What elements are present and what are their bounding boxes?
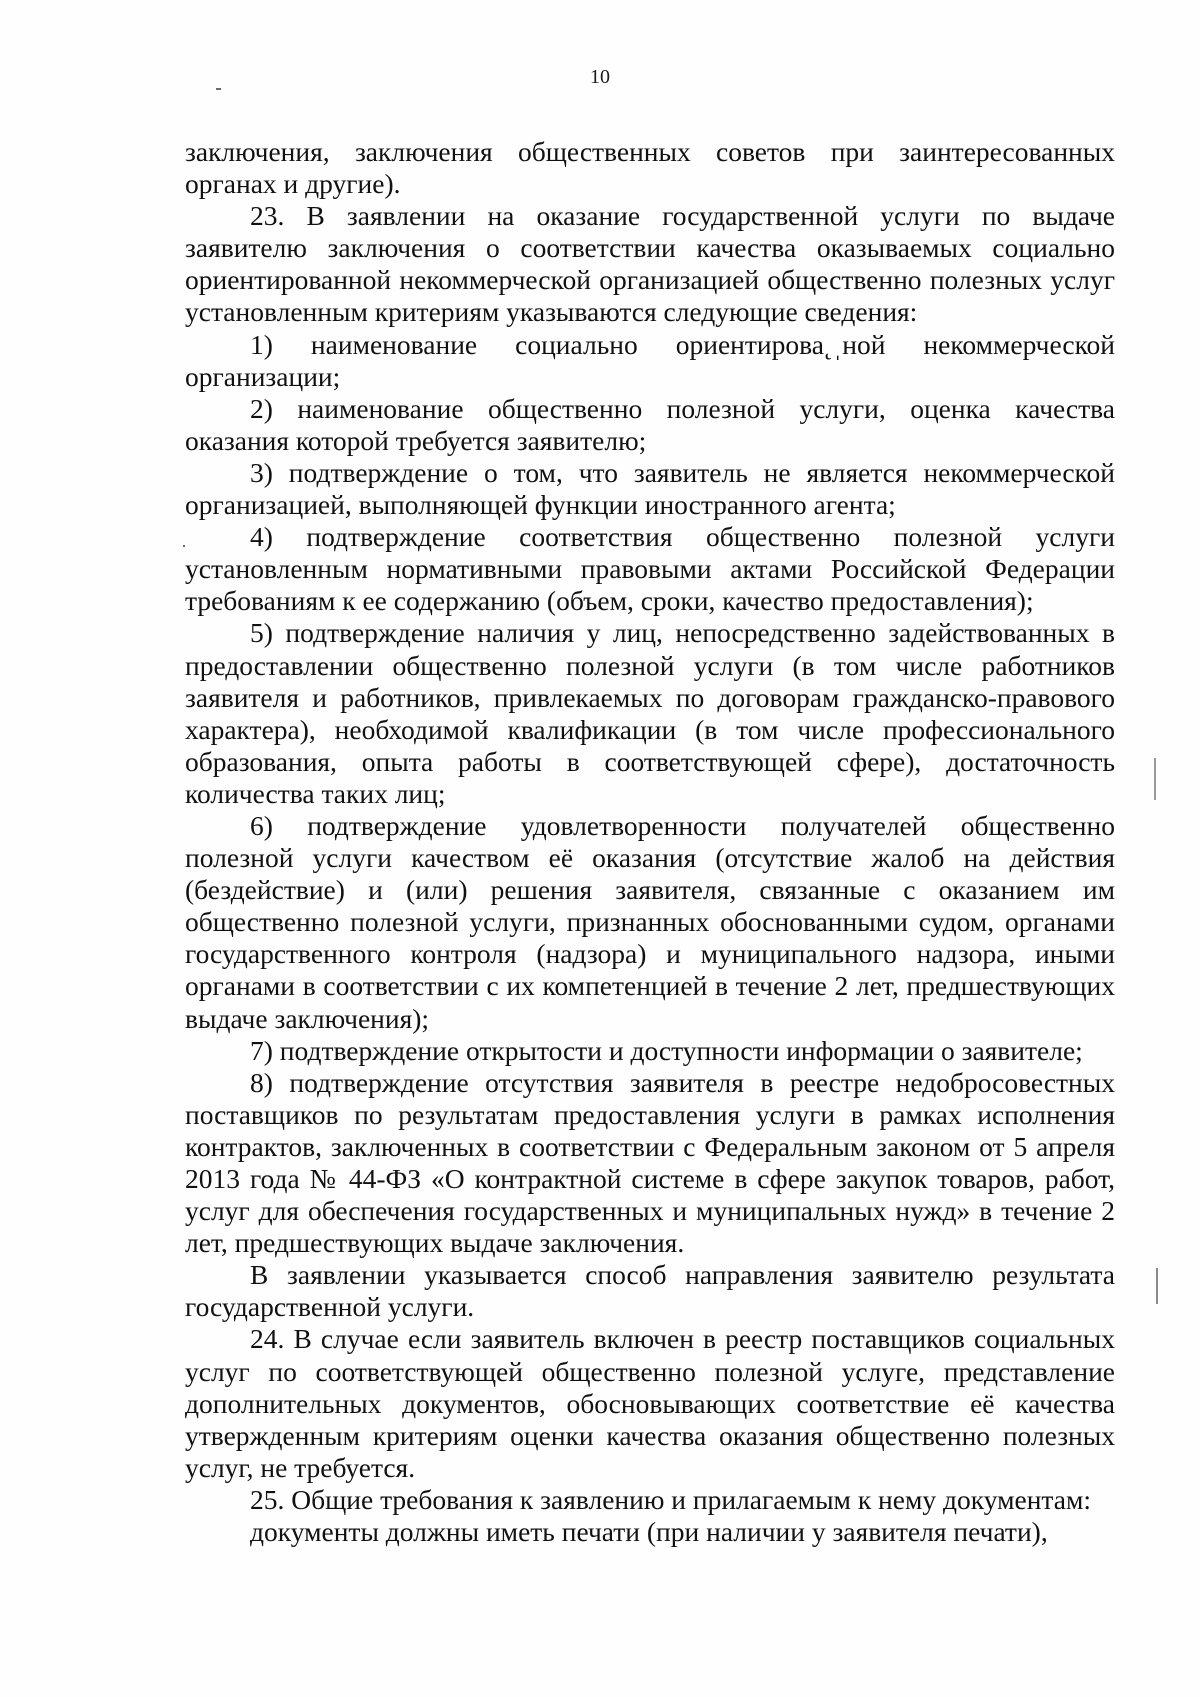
list-item-6: 6) подтверждение удовлетворенности получателей общественно полезной услуги качеством её оказания (отсутствие жалоб на действия (бездействие) и (или) решения заявителя, связанные с оказанием им общественно полезной услуги, признанных обоснованными судом, органами государственного контроля (надзора) и муниципального надзора, иными органами в соответствии с их компетенцией в течение 2 лет, предшествующих выдаче заключения);	[185, 809, 1115, 1034]
scan-speck	[216, 88, 221, 90]
list-item-3: 3) подтверждение о том, что заявитель не является некоммерческой организацией, выполняющей функции иностранного агента;	[185, 456, 1115, 521]
scan-speck	[1154, 758, 1156, 800]
page-number: 10	[590, 66, 610, 88]
scan-speck	[1156, 1268, 1158, 1304]
paragraph-item-24: 24. В случае если заявитель включен в реестр поставщиков социальных услуг по соответствующей общественно полезной услуге, представление дополнительных документов, обосновывающих соответствие её качества утвержденным критериям оценки качества оказания общественно полезных услуг, не требуется.	[185, 1323, 1115, 1483]
list-item-2: 2) наименование общественно полезной услуги, оценка качества оказания которой требуется заявителю;	[185, 392, 1115, 456]
list-item-7: 7) подтверждение открытости и доступности информации о заявителе;	[250, 1034, 1083, 1066]
paragraph-item-25: 25. Общие требования к заявлению и прилагаемым к нему документам:	[250, 1483, 1092, 1515]
list-item-5: 5) подтверждение наличия у лиц, непосредственно задействованных в предоставлении общественно полезной услуги (в том числе работников заявителя и работников, привлекаемых по договорам гражданско-правового характера), необходимой квалификации (в том числе профессионального образования, опыта работы в соответствующей сфере), достаточность количества таких лиц;	[185, 617, 1115, 809]
document-body	[185, 136, 1115, 1548]
list-item-1: 1) наименование социально ориентирова˛ˌной некоммерческой организации;	[185, 328, 1115, 392]
paragraph-item-23: 23. В заявлении на оказание государственной услуги по выдаче заявителю заключения о соответствии качества оказываемых социально ориентированной некоммерческой организацией общественно полезных услуг установленным критериям указываются следующие сведения:	[185, 200, 1115, 328]
paragraph-requirements: документы должны иметь печати (при наличии у заявителя печати),	[250, 1516, 1048, 1548]
paragraph-continuation: заключения, заключения общественных советов при заинтересованных органах и другие).	[185, 136, 1115, 200]
scan-speck	[183, 545, 185, 547]
list-item-4: 4) подтверждение соответствия общественно полезной услуги установленным нормативными правовыми актами Российской Федерации требованиям к ее содержанию (объем, сроки, качество предоставления);	[185, 521, 1115, 617]
list-item-8: 8) подтверждение отсутствия заявителя в реестре недобросовестных поставщиков по результатам предоставления услуги в рамках исполнения контрактов, заключенных в соответствии с Федеральным законом от 5 апреля 2013 года № 44-ФЗ «О контрактной системе в сфере закупок товаров, работ, услуг для обеспечения государственных и муниципальных нужд» в течение 2 лет, предшествующих выдаче заключения.	[185, 1066, 1115, 1259]
paragraph-result-method: В заявлении указывается способ направления заявителю результата государственной услуги.	[185, 1259, 1115, 1323]
